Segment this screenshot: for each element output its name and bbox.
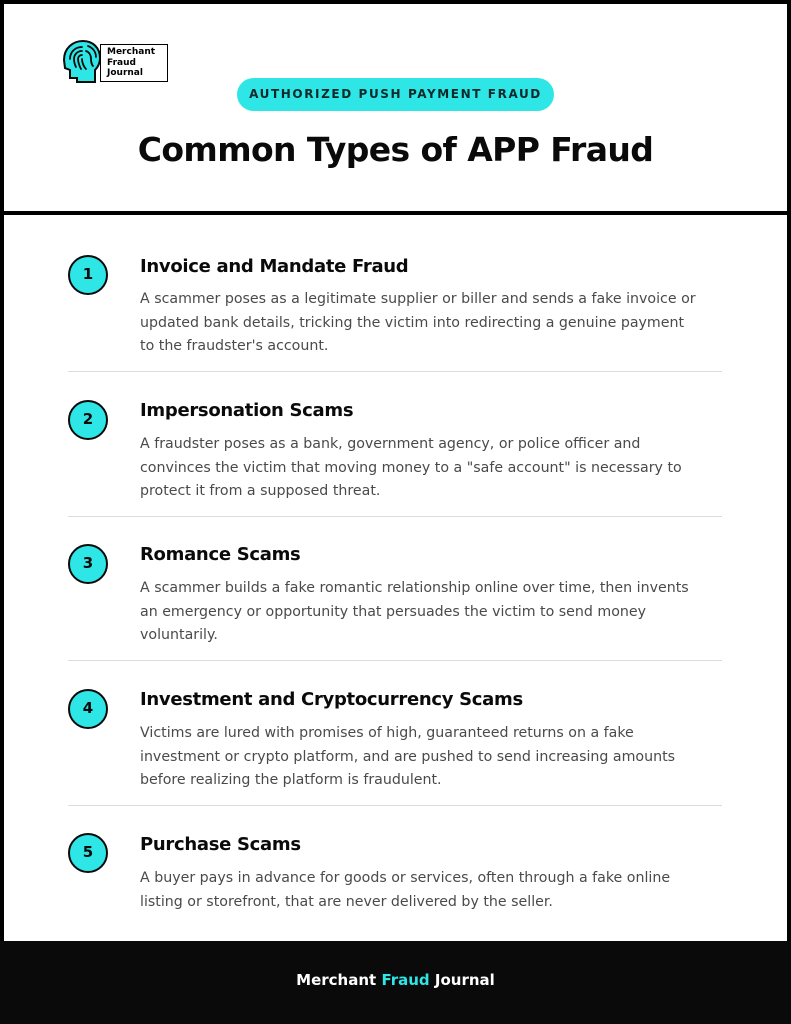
footer-brand-part-1: Merchant xyxy=(296,971,382,989)
number-badge: 1 xyxy=(68,255,108,295)
number-badge: 3 xyxy=(68,544,108,584)
logo xyxy=(60,38,168,86)
divider xyxy=(68,371,722,372)
logo-line-1: Merchant xyxy=(107,47,156,57)
divider xyxy=(68,516,722,517)
item-description: A scammer poses as a legitimate supplier or biller and sends a fake invoice or updated bank details, tricking the victim into redirecting a genuine payment to the fraudster's account. xyxy=(140,291,696,354)
footer xyxy=(0,941,791,1024)
item-title: Invoice and Mandate Fraud xyxy=(140,256,409,277)
item-title: Investment and Cryptocurrency Scams xyxy=(140,689,523,710)
fraud-types-list xyxy=(4,215,787,941)
logo-wordmark xyxy=(100,44,168,82)
item-title: Romance Scams xyxy=(140,544,301,565)
footer-brand-part-3: Journal xyxy=(429,971,495,989)
number-badge: 5 xyxy=(68,833,108,873)
fingerprint-head-icon xyxy=(60,38,104,84)
item-description: A fraudster poses as a bank, government agency, or police officer and convinces the victim that moving money to a "safe account" is necessary to protect it from a supposed threat. xyxy=(140,436,682,499)
item-title: Impersonation Scams xyxy=(140,400,354,421)
number-badge: 2 xyxy=(68,400,108,440)
footer-brand-part-2: Fraud xyxy=(381,971,430,989)
item-description: A buyer pays in advance for goods or services, often through a fake online listing or storefront, that are never delivered by the seller. xyxy=(140,870,671,910)
divider xyxy=(68,805,722,806)
item-description: A scammer builds a fake romantic relationship online over time, then invents an emergency or opportunity that persuades the victim to send money voluntarily. xyxy=(140,580,689,643)
logo-line-3: Journal xyxy=(107,68,143,78)
item-description: Victims are lured with promises of high, guaranteed returns on a fake investment or crypto platform, and are pushed to send increasing amounts before realizing the platform is fraudulent. xyxy=(140,725,676,788)
logo-line-2: Fraud xyxy=(107,57,136,68)
item-title: Purchase Scams xyxy=(140,834,301,855)
category-pill: AUTHORIZED PUSH PAYMENT FRAUD xyxy=(237,78,554,111)
header xyxy=(4,4,787,211)
number-badge: 4 xyxy=(68,689,108,729)
page-title: Common Types of APP Fraud xyxy=(137,130,654,169)
divider xyxy=(68,660,722,661)
